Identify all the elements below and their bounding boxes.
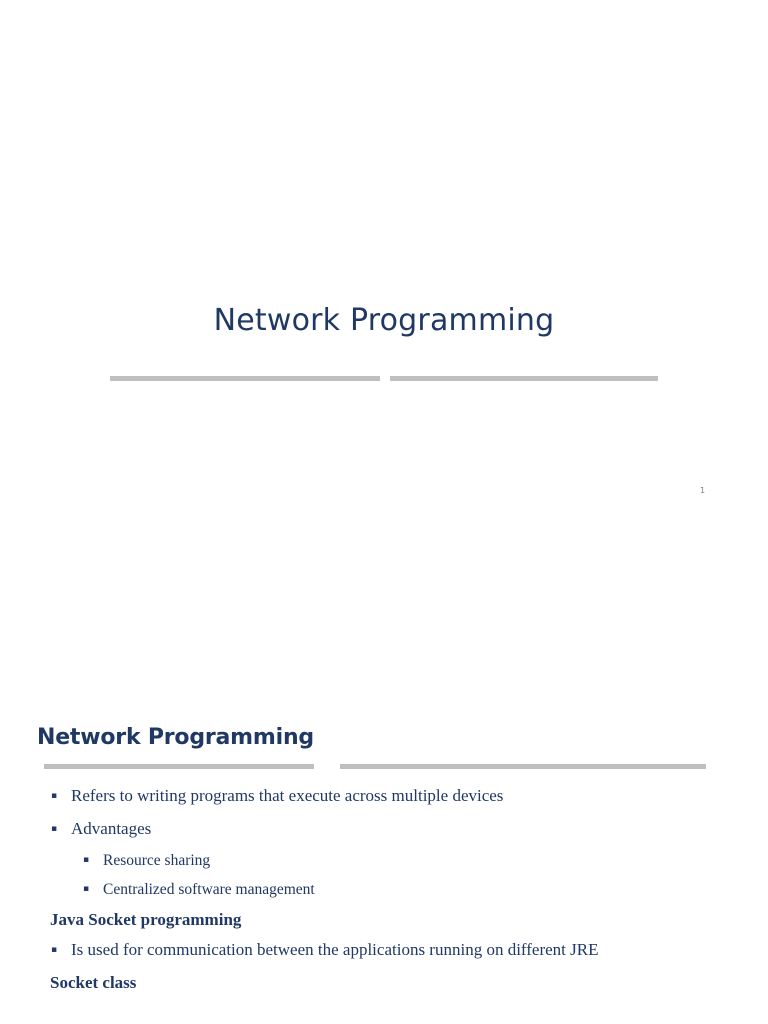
divider-segment-left — [110, 376, 380, 381]
slide-title-text: Network Programming — [213, 303, 555, 338]
list-item — [51, 940, 744, 960]
title-divider — [110, 376, 658, 382]
list-item-label: Is used for communication between the applications running on different JRE — [71, 940, 599, 959]
list-item-label: Resource sharing — [103, 852, 211, 869]
list-item — [83, 881, 744, 899]
list-item — [83, 852, 744, 870]
slide-page-number: 1 — [700, 486, 706, 495]
list-item — [51, 786, 744, 806]
bullet-marker-icon: ▪ — [83, 855, 90, 865]
list-item-label: Java Socket programming — [50, 910, 242, 929]
list-item-label: Advantages — [71, 819, 152, 838]
bullet-marker-icon: ▪ — [51, 791, 58, 801]
bullet-marker-icon: ▪ — [51, 945, 58, 955]
list-item-subheading — [50, 973, 744, 993]
list-item — [51, 819, 744, 839]
heading-divider — [44, 764, 706, 770]
bullet-marker-icon: ▪ — [83, 884, 90, 894]
list-item-subheading — [50, 910, 744, 930]
divider-segment-right — [340, 764, 706, 769]
list-item-label: Refers to writing programs that execute across multiple devices — [71, 786, 504, 805]
content-slide — [0, 700, 768, 1024]
divider-segment-left — [44, 764, 314, 769]
bullet-list — [44, 786, 744, 1003]
list-item-label: Centralized software management — [103, 881, 315, 898]
bullet-marker-icon: ▪ — [51, 824, 58, 834]
list-item-label: Socket class — [50, 973, 137, 992]
divider-segment-right — [390, 376, 658, 381]
slide-heading: Network Programming — [37, 725, 314, 750]
